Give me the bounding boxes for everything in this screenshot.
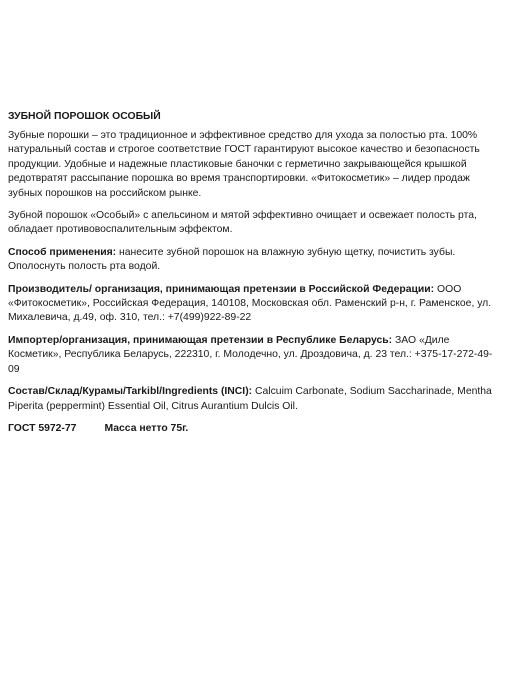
net-weight: Масса нетто 75г.: [104, 422, 189, 434]
gost-standard: ГОСТ 5972-77: [8, 422, 77, 434]
importer-paragraph: [8, 334, 496, 377]
usage-paragraph: [8, 246, 496, 275]
usage-label: Способ применения:: [8, 246, 117, 258]
importer-label: Импортер/организация, принимающая претензии в Республике Беларусь:: [8, 334, 393, 346]
product-title: ЗУБНОЙ ПОРОШОК ОСОБЫЙ: [8, 111, 161, 122]
importer-text: ЗАО «Диле Косметик», Республика Беларусь, 222310, г. Молодечно, ул. Дроздовича, д. 23 тел.: +375-17-272-49-09: [8, 334, 493, 375]
composition-label: Состав/Склад/Курамы/Tarkibl/Ingredients (INCI):: [8, 386, 253, 398]
composition-text: Calcuim Carbonate, Sodium Saccharinade, Mentha Piperita (peppermint) Essential Oil, Citrus Aurantium Dulcis Oil.: [8, 386, 492, 412]
intro-paragraph: Зубные порошки – это традиционное и эффективное средство для ухода за полостью рта. 100% натуральный состав и строгое соответствие ГОСТ гарантируют высокое качество и безопасность продукции. Удобные и надежные пластиковые баночки с герметично закрывающейся крышкой редотвратят рассыпание порошка во время транспортировки. «Фитокосметик» – лидер продаж зубных порошков на российском рынке.: [8, 130, 480, 199]
manufacturer-label: Производитель/ организация, принимающая претензии в Российской Федерации:: [8, 283, 435, 295]
manufacturer-paragraph: [8, 283, 496, 326]
composition-paragraph: [8, 385, 496, 414]
usage-text: нанесите зубной порошок на влажную зубную щетку, почистить зубы. Ополоснуть полость рта водой.: [8, 246, 456, 273]
description-paragraph: Зубной порошок «Особый» с апельсином и мятой эффективно очищает и освежает полость рта, обладает противовоспалительным эффектом.: [8, 210, 477, 236]
manufacturer-text: ООО «Фитокосметик», Российская Федерация, 140108, Московская обл. Раменский р-н, г. Раменское, ул. Михалевича, д.49, оф. 310, тел.: +7(499)922-89-22: [8, 283, 492, 324]
gost-line: [8, 422, 496, 436]
